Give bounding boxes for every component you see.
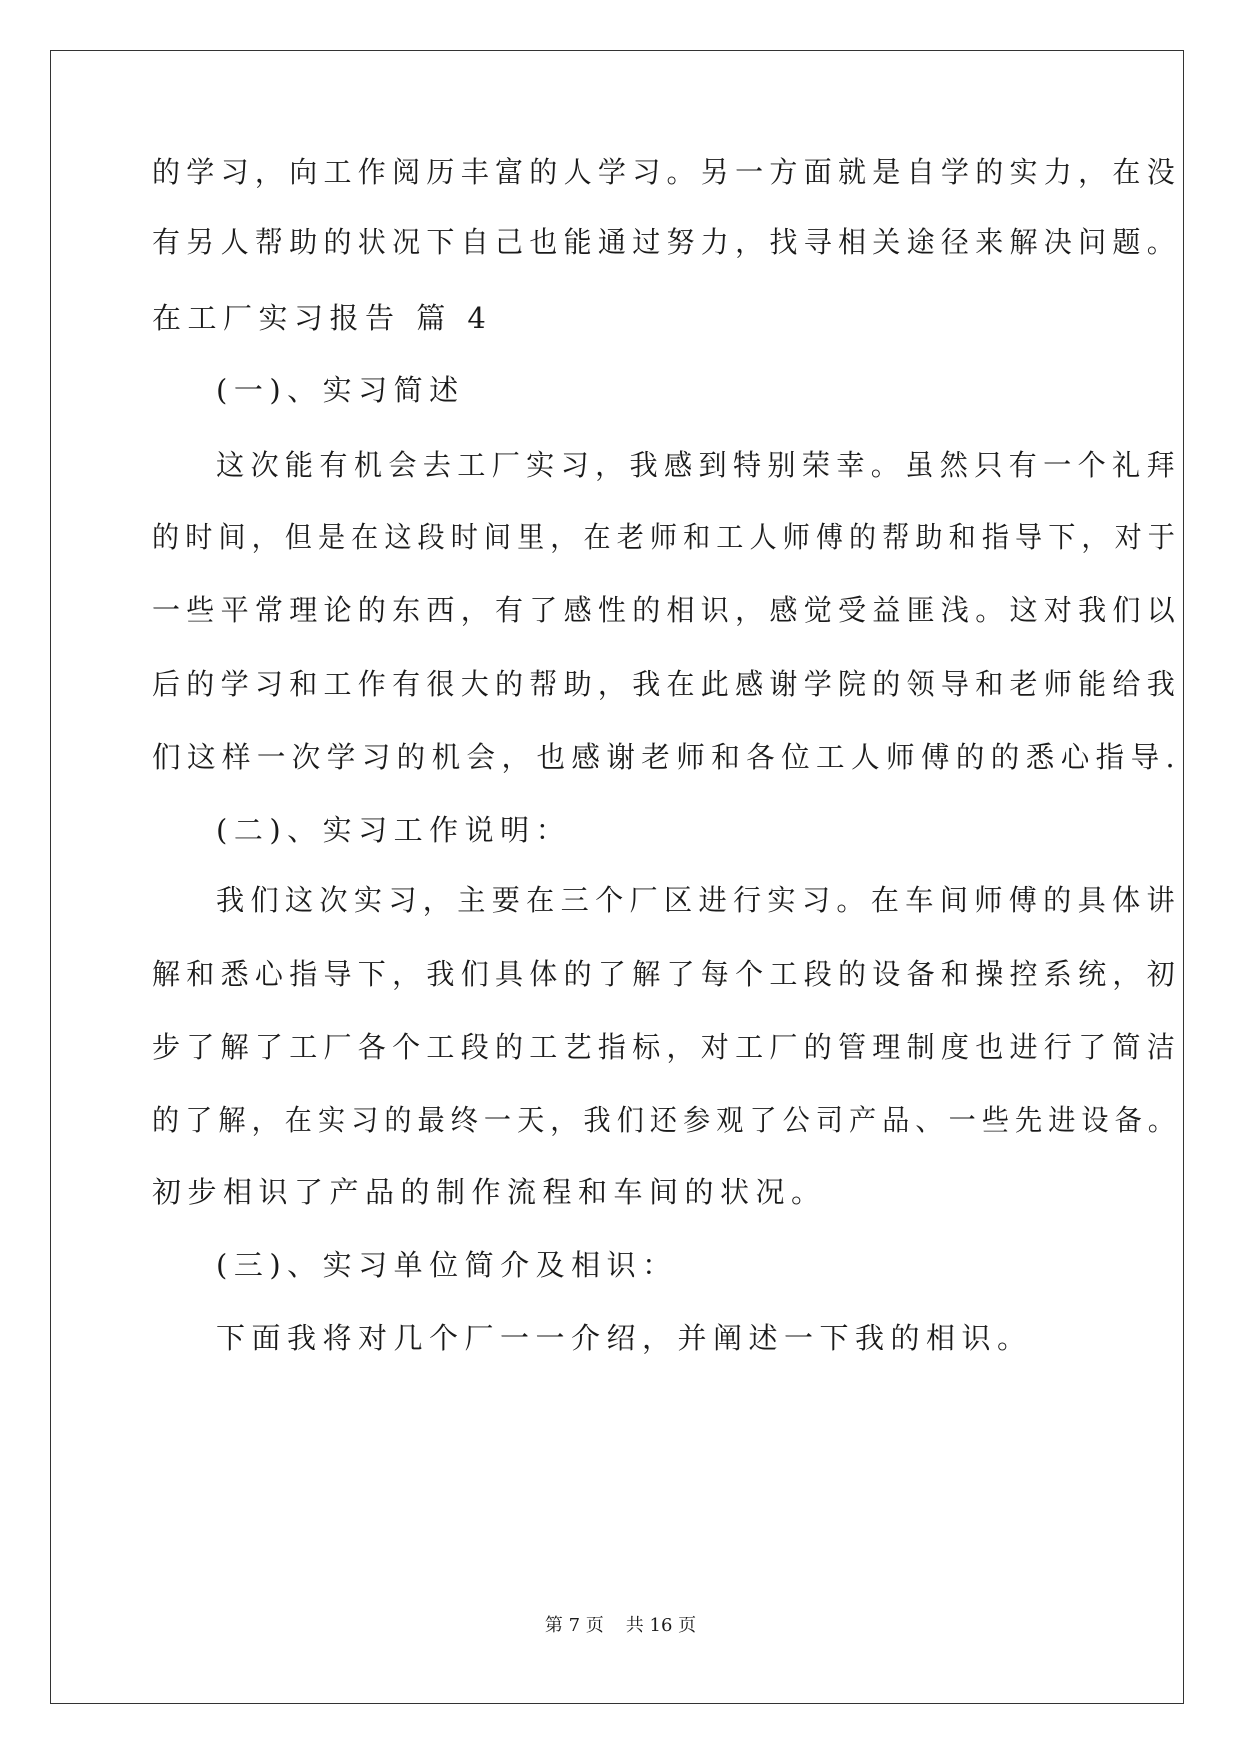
page-number: 第 7 页 <box>544 1615 604 1636</box>
paragraph-line: 我们这次实习，主要在三个厂区进行实习。在车间师傅的具体讲 <box>216 883 1181 917</box>
page-total: 共 16 页 <box>625 1615 697 1636</box>
paragraph-line: 解和悉心指导下，我们具体的了解了每个工段的设备和操控系统，初 <box>152 957 1182 991</box>
subsection-heading: (三)、实习单位简介及相识： <box>216 1248 678 1282</box>
paragraph-line: 的时间，但是在这段时间里，在老师和工人师傅的帮助和指导下，对于 <box>152 520 1181 554</box>
paragraph-line: 一些平常理论的东西，有了感性的相识，感觉受益匪浅。这对我们以 <box>152 593 1182 627</box>
paragraph-line: 后的学习和工作有很大的帮助，我在此感谢学院的领导和老师能给我 <box>152 667 1182 701</box>
paragraph-line: 下面我将对几个厂一一介绍，并阐述一下我的相识。 <box>216 1321 1033 1355</box>
paragraph-line: 的了解，在实习的最终一天，我们还参观了公司产品、一些先进设备。 <box>152 1103 1181 1137</box>
subsection-heading: (二)、实习工作说明： <box>216 813 572 847</box>
paragraph-line: 有另人帮助的状况下自己也能通过努力，找寻相关途径来解决问题。 <box>152 225 1182 259</box>
page-footer <box>0 1614 1241 1638</box>
section-heading: 在工厂实习报告 篇 4 <box>152 301 493 335</box>
paragraph-line: 这次能有机会去工厂实习，我感到特别荣幸。虽然只有一个礼拜 <box>216 448 1181 482</box>
paragraph-line: 步了解了工厂各个工段的工艺指标，对工厂的管理制度也进行了简洁 <box>152 1030 1182 1064</box>
paragraph-line: 们这样一次学习的机会，也感谢老师和各位工人师傅的的悉心指导. <box>152 740 1182 774</box>
paragraph-line: 的学习，向工作阅历丰富的人学习。另一方面就是自学的实力，在没 <box>152 155 1182 189</box>
subsection-heading: (一)、实习简述 <box>216 373 465 407</box>
paragraph-line: 初步相识了产品的制作流程和车间的状况。 <box>152 1175 827 1209</box>
